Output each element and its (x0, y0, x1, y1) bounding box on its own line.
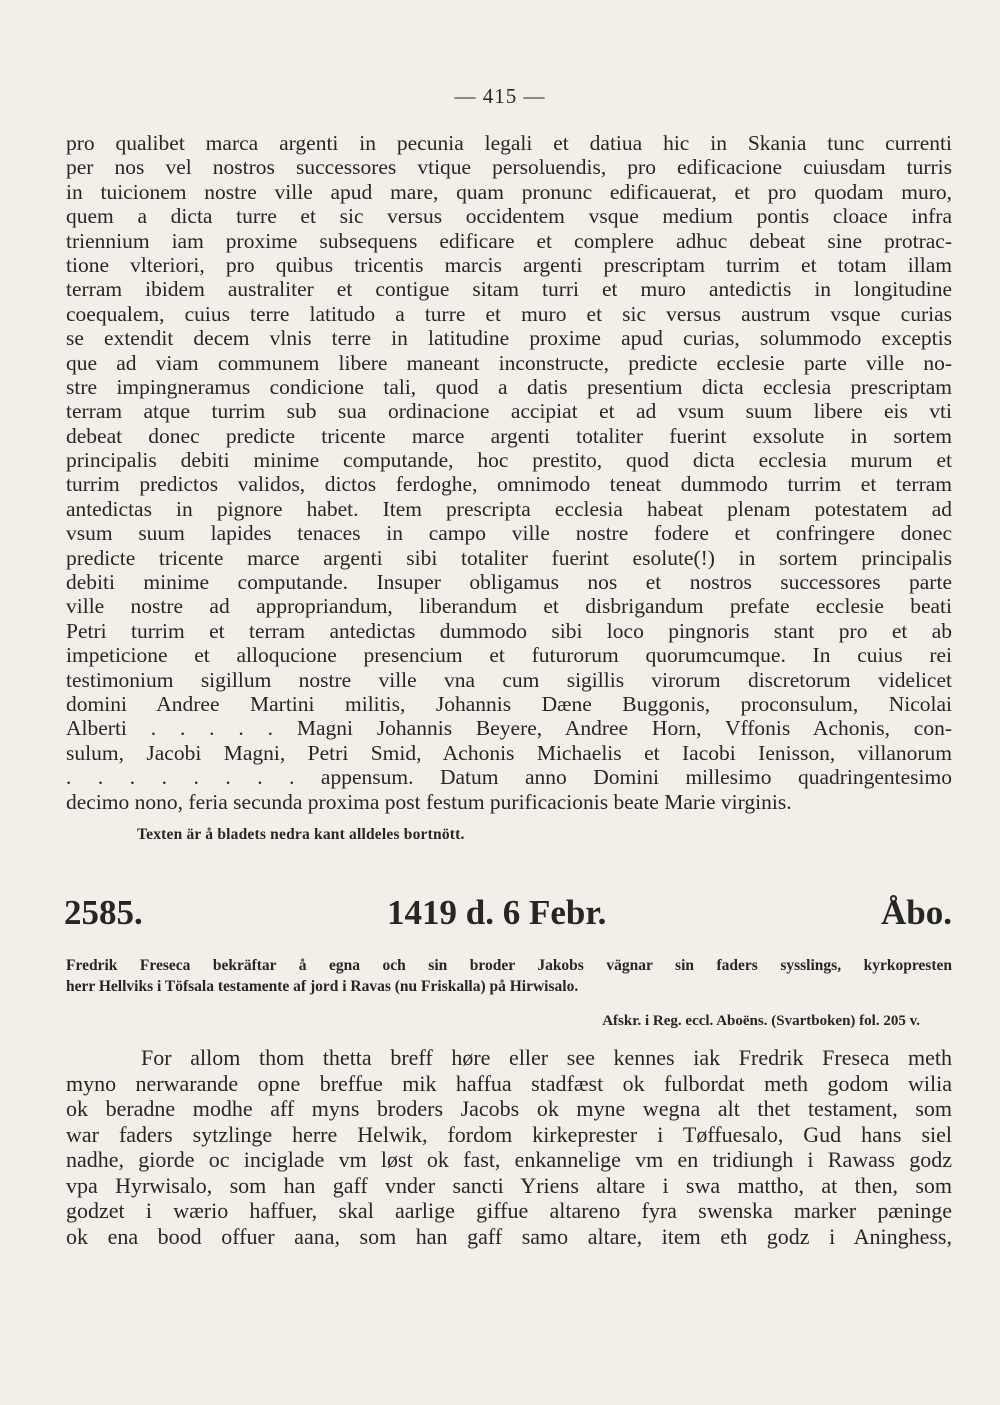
text-line: ok beradne modhe aff myns broders Jacobs ok myne wegna alt thet testament, som (66, 1096, 952, 1121)
text-line: godzet i wærio haffuer, skal aarlige giffue altareno fyra swenska marker pæninge (66, 1198, 952, 1223)
text-line: predicte tricente marce argenti sibi totaliter fuerint esolute(!) in sortem principalis (66, 545, 952, 570)
latin-text-block (66, 131, 952, 814)
text-line: terram atque turrim sub sua ordinacione accipiat et ad vsum suum libere eis vti (66, 399, 952, 424)
text-line: decimo nono, feria secunda proxima post festum purificacionis beate Marie virginis. (66, 789, 792, 814)
document-heading (64, 893, 952, 939)
text-line: per nos vel nostros successores vtique persoluendis, pro edificacione cuiusdam turris (66, 155, 952, 180)
text-line: debiti minime computande. Insuper obligamus nos et nostros successores parte (66, 570, 952, 595)
text-line: tione vlteriori, pro quibus tricentis marcis argenti prescriptam turrim et totam illam (66, 252, 952, 277)
text-line: se extendit decem vlnis terre in latitudine proxime apud curias, solummodo exceptis (66, 326, 952, 351)
summary-line: Fredrik Freseca bekräftar å egna och sin broder Jakobs vägnar sin faders sysslings, kyrkopresten (66, 957, 952, 974)
text-line: Alberti . . . . . Magni Johannis Beyere, Andree Horn, Vffonis Achonis, con- (66, 716, 952, 741)
source-citation: Afskr. i Reg. eccl. Aboëns. (Svartboken) fol. 205 v. (602, 1013, 920, 1029)
text-line: coequalem, cuius terre latitudo a turre et muro et sic versus austrum vsque curias (66, 301, 952, 326)
document-date: 1419 d. 6 Febr. (387, 893, 607, 932)
text-line: que ad viam communem libere maneant inconstructe, predicte ecclesie parte ville no- (66, 350, 952, 375)
text-line: antedictas in pignore habet. Item prescripta ecclesia habeat plenam potestatem ad (66, 496, 952, 521)
text-line: Petri turrim et terram antedictas dummodo sibi loco pingnoris stant pro et ab (66, 618, 952, 643)
text-line: quem a dicta turre et sic versus occidentem vsque medium pontis cloace infra (66, 204, 952, 229)
text-line: myno nerwarande opne breffue mik haffua stadfæst ok fulbordat meth godom wilia (66, 1070, 952, 1096)
page-number: — 415 — (454, 84, 546, 108)
text-line: in tuicionem nostre ville apud mare, quam pronunc edificauerat, et pro quodam muro, (66, 179, 952, 204)
text-line: ville nostre ad appropriandum, liberandum et disbrigandum prefate ecclesie beati (66, 594, 952, 619)
text-line: vpa Hyrwisalo, som han gaff vnder sancti Yriens altare i swa mattho, at then, som (66, 1172, 952, 1198)
text-line: triennium iam proxime subsequens edificare et complere adhuc debeat sine protrac- (66, 228, 952, 253)
text-line: terram ibidem australiter et contigue sitam turri et muro antedictis in longitudine (66, 277, 952, 302)
text-line: vsum suum lapides tenaces in campo ville nostre fodere et confringere donec (66, 521, 952, 546)
text-line: domini Andree Martini militis, Johannis Dæne Buggonis, proconsulum, Nicolai (66, 691, 952, 716)
text-line: principalis debiti minime computande, hoc prestito, quod dicta ecclesia murum et (66, 448, 952, 473)
swedish-text-block (66, 1045, 952, 1249)
document-number: 2585. (64, 893, 143, 932)
text-line: debeat donec predicte tricente marce argenti totaliter fuerint exsolute in sortem (66, 423, 952, 448)
text-line: sulum, Jacobi Magni, Petri Smid, Achonis Michaelis et Iacobi Ienisson, villanorum (66, 740, 952, 765)
text-line: stre impingneramus condicione tali, quod a datis presentium dicta ecclesia prescriptam (66, 374, 952, 399)
text-line: For allom thom thetta breff høre eller see kennes iak Fredrik Freseca meth (141, 1045, 952, 1070)
text-line: nadhe, giorde oc inciglade vm løst ok fast, enkannelige vm en tridiungh i Rawass godz (66, 1147, 952, 1172)
text-line: war faders sytzlinge herre Helwik, fordom kirkeprester i Tøffuesalo, Gud hans siel (66, 1121, 952, 1147)
text-line: testimonium sigillum nostre ville vna cum sigillis virorum discretorum videlicet (66, 667, 952, 692)
document-place: Åbo. (881, 893, 952, 932)
summary-line: herr Hellviks i Töfsala testamente af jord i Ravas (nu Friskalla) på Hirwisalo. (66, 978, 579, 995)
editorial-note: Texten är å bladets nedra kant alldeles bortnött. (137, 826, 465, 843)
text-line: turrim predictos validos, dictos ferdoghe, omnimodo teneat dummodo turrim et terram (66, 472, 952, 497)
document-summary (66, 955, 952, 997)
text-line: impeticione et alloqucione presencium et futurorum quorumcumque. In cuius rei (66, 643, 952, 668)
text-line: ok ena bood offuer aana, som han gaff samo altare, item eth godz i Aninghess, (66, 1223, 952, 1249)
text-line: . . . . . . . . appensum. Datum anno Domini millesimo quadringentesimo (66, 765, 952, 790)
text-line: pro qualibet marca argenti in pecunia legali et datiua hic in Skania tunc currenti (66, 131, 952, 155)
